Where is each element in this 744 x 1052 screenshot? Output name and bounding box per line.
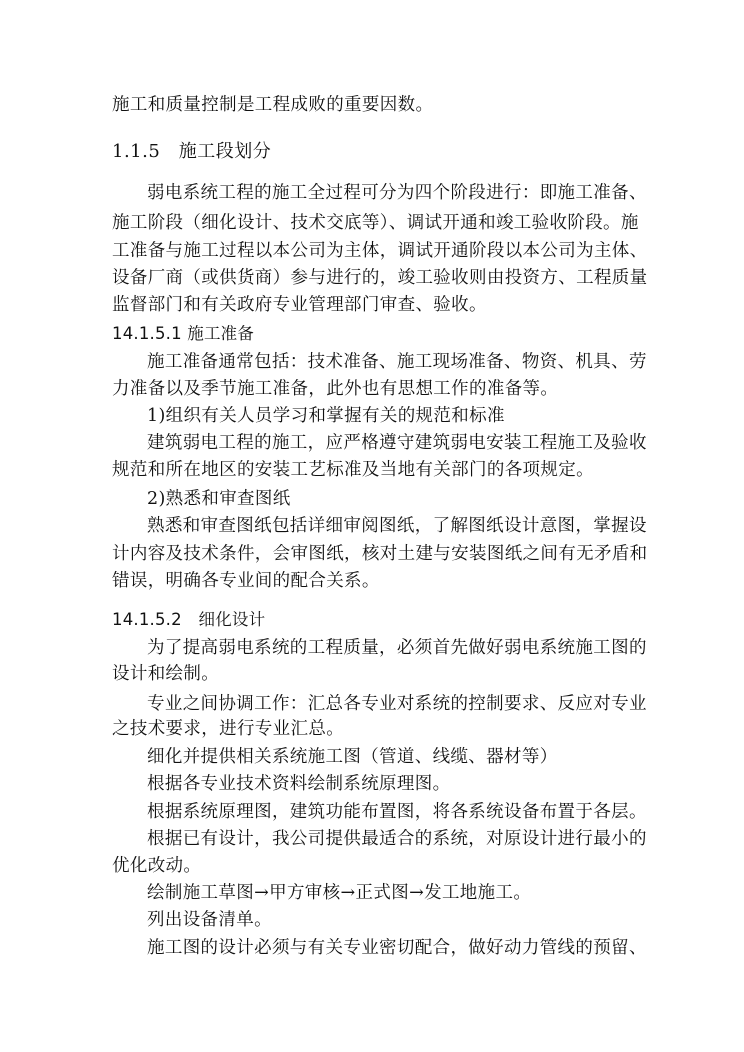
subsection-heading: 14.1.5.2 细化设计 — [112, 610, 266, 629]
text-line: 绘制施工草图→甲方审核→正式图→发工地施工。 — [147, 883, 532, 903]
text-line: 施工图的设计必须与有关专业密切配合，做好动力管线的预留、 — [147, 938, 647, 958]
text-line: 为了提高弱电系统的工程质量，必须首先做好弱电系统施工图的 — [147, 638, 647, 658]
text-line: 设备厂商（或供货商）参与进行的，竣工验收则由投资方、工程质量 — [112, 268, 648, 288]
text-line: 工准备与施工过程以本公司为主体，调试开通阶段以本公司为主体、 — [112, 241, 648, 261]
section-heading: 1.1.5 施工段划分 — [112, 141, 272, 162]
text-line: 施工准备通常包括：技术准备、施工现场准备、物资、机具、劳 — [147, 352, 647, 372]
text-line: 细化并提供相关系统施工图（管道、线缆、器材等） — [147, 747, 558, 767]
list-item: 2)熟悉和审查图纸 — [147, 489, 291, 509]
text-line: 弱电系统工程的施工全过程可分为四个阶段进行：即施工准备、 — [147, 183, 647, 203]
text-line: 熟悉和审查图纸包括详细审阅图纸，了解图纸设计意图，掌握设 — [147, 516, 647, 536]
text-line: 施工和质量控制是工程成败的重要因数。 — [112, 95, 434, 115]
subsection-heading: 14.1.5.1 施工准备 — [112, 324, 255, 343]
text-line: 错误，明确各专业间的配合关系。 — [112, 571, 380, 591]
text-line: 优化改动。 — [112, 856, 202, 876]
list-item: 1)组织有关人员学习和掌握有关的规范和标准 — [147, 406, 505, 426]
text-line: 专业之间协调工作：汇总各专业对系统的控制要求、反应对专业 — [147, 694, 647, 714]
text-line: 根据各专业技术资料绘制系统原理图。 — [147, 774, 451, 794]
text-line: 计内容及技术条件，会审图纸，核对土建与安装图纸之间有无矛盾和 — [112, 544, 648, 564]
text-line: 建筑弱电工程的施工，应严格遵守建筑弱电安装工程施工及验收 — [147, 433, 647, 453]
text-line: 列出设备清单。 — [147, 910, 272, 930]
text-line: 监督部门和有关政府专业管理部门审查、验收。 — [112, 295, 487, 315]
text-line: 设计和绘制。 — [112, 664, 220, 684]
text-line: 施工阶段（细化设计、技术交底等）、调试开通和竣工验收阶段。施 — [112, 213, 639, 233]
text-line: 力准备以及季节施工准备，此外也有思想工作的准备等。 — [112, 379, 559, 399]
text-line: 根据已有设计，我公司提供最适合的系统，对原设计进行最小的 — [147, 829, 647, 849]
text-line: 规范和所在地区的安装工艺标准及当地有关部门的各项规定。 — [112, 460, 594, 480]
text-line: 之技术要求，进行专业汇总。 — [112, 719, 345, 739]
text-line: 根据系统原理图，建筑功能布置图，将各系统设备布置于各层。 — [147, 802, 647, 822]
